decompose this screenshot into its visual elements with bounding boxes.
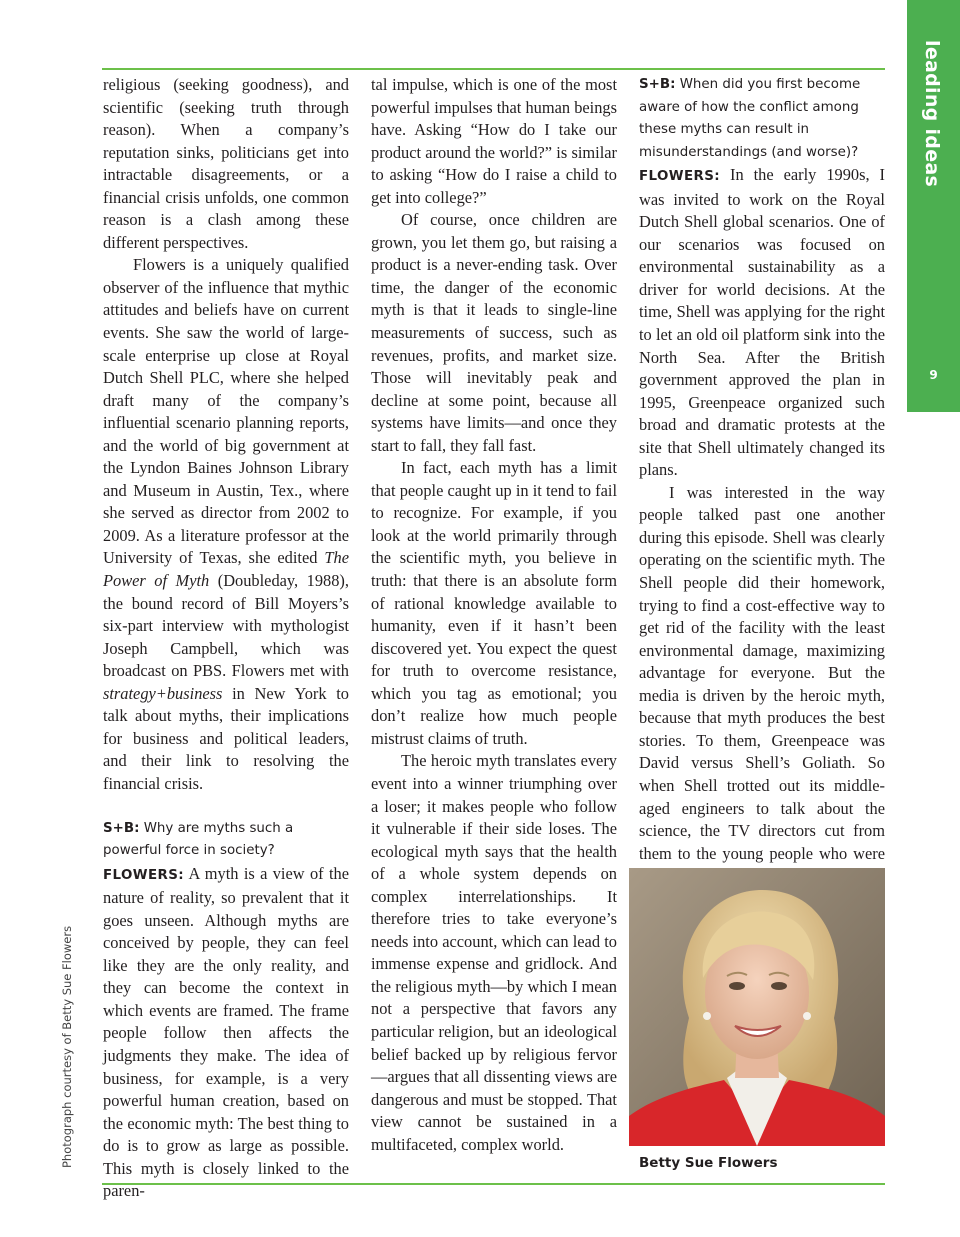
- answer-text: A myth is a view of the nature of reality, so prevalent that it goes unseen. Although myths are conceived by people, they can feel like they are the only reality, and they can become the context in which events are framed. The frame people follow then affects the judgments they make. The idea of business, for example, is a very powerful human creation, based on the economic myth: The best thing to do is to grow as large as possible. This myth is closely linked to the paren-: [103, 863, 349, 1201]
- question-text: When did you first become aware of how the conflict among these myths can result in misunderstandings (and worse)?: [639, 77, 861, 160]
- question-lead: S+B:: [103, 820, 140, 836]
- page-number: 9: [929, 368, 938, 382]
- photo-credit: Photograph courtesy of Betty Sue Flowers: [60, 925, 74, 1168]
- top-rule: [102, 68, 885, 70]
- book-title: The Power of Myth: [103, 548, 349, 591]
- section-label: leading ideas: [921, 40, 943, 188]
- paragraph: religious (seeking goodness), and scientific (seeking truth through reason). When a company’s reputation sinks, politicians get into intractable disagreements, or a financial crisis unfolds, one common reason is a clash among these different perspectives.: [103, 75, 349, 252]
- question-lead: S+B:: [639, 77, 676, 92]
- answer-text: In the early 1990s, I was invited to work on the Royal Dutch Shell global scenarios. One of our scenarios was focused on environmental sustainability as a driver for world decisions. At the time, Shell was applying for the right to let an old oil platform sink into the North Sea. After the British government approved the plan in 1995, Greenpeace organized such broad and dramatic protests at the site that Shell ultimately changed its plans.: [639, 165, 885, 480]
- portrait-photo: [629, 868, 885, 1146]
- interview-answer: [639, 164, 885, 482]
- paragraph: [103, 254, 349, 795]
- paragraph: Of course, once children are grown, you let them go, but raising a product is a never-ending task. Over time, the danger of the economic myth is that it leads to single-line measurements of success, such as revenues, profits, and market size. Those will inevitably peak and decline at some point, because all systems have limits—and once they start to fall, they fall fast.: [371, 210, 617, 455]
- answer-lead: FLOWERS:: [639, 169, 721, 185]
- section-tab: [907, 0, 960, 412]
- text-run: Flowers is a uniquely qualified observer of the influence that mythic attitudes and beliefs have on current events. She saw the world of large-scale enterprise up close at Royal Dutch Shell PLC, where she helped draft many of the company’s influential scenario planning reports, and the world of big government at the Lyndon Baines Johnson Library and Museum in Austin, Tex., where she served as director from 2002 to 2009. As a literature professor at the University of Texas, she edited: [103, 255, 349, 568]
- answer-lead: FLOWERS:: [103, 867, 185, 883]
- column-1: [103, 74, 349, 1203]
- paragraph: In fact, each myth has a limit that people caught up in it tend to fail to recognize. For example, if you look at the world primarily through the scientific myth, you believe in truth: that there is an absolute form of rational knowledge available to humanity, even if it hasn’t been discovered yet. You expect the quest for truth to overcome resistance, which you tag as emotional; you don’t realize how much people mistrust claims of truth.: [371, 458, 617, 748]
- paragraph: tal impulse, which is one of the most powerful impulses that human beings have. Asking “How do I take our product around the world?” is similar to asking “How do I raise a child to get into college?”: [371, 75, 617, 207]
- column-3: [639, 74, 885, 888]
- interview-question: [639, 74, 885, 164]
- text-run: in New York to talk about myths, their implications for business and political leaders, and their link to resolving the financial crisis.: [103, 683, 349, 793]
- column-2: [371, 74, 617, 1156]
- interview-question: [103, 818, 349, 863]
- interview-answer: [103, 863, 349, 1203]
- magazine-name: strategy+business: [103, 683, 223, 703]
- question-text: Why are myths such a powerful force in society?: [103, 820, 294, 859]
- portrait-illustration: [629, 868, 885, 1146]
- text-run: (Doubleday, 1988), the bound record of Bill Moyers’s six-part interview with mythologist Joseph Campbell, which was broadcast on PBS. Flowers met with: [103, 571, 349, 681]
- paragraph: I was interested in the way people talked past one another during this episode. Shell was clearly operating on the scientific myth. The Shell people did their homework, trying to find a cost-effective way to get rid of the facility with the least environmental damage, maximizing advantage for everyone. But the media is driven by the heroic myth, because that myth produces the best stories. To them, Greenpeace was David versus Shell’s Goliath. So when Shell trotted out its middle-aged engineers to talk about the science, the TV directors cut from them to the young people who were: [639, 482, 885, 863]
- photo-caption: Betty Sue Flowers: [639, 1155, 778, 1171]
- paragraph: The heroic myth translates every event into a winner triumphing over a loser; it makes people who follow it vulnerable if their side loses. The ecological myth says that the health of a whole system depends on complex interrelationships. It therefore tries to take everyone’s needs into account, which can lead to immense expense and gridlock. And the religious myth—by which I mean not a perspective that favors any particular religion, but an ideological belief backed up by religious fervor—argues that all dissenting views are dangerous and must be stopped. That view cannot be sustained in a multifaceted, complex world.: [371, 751, 617, 1154]
